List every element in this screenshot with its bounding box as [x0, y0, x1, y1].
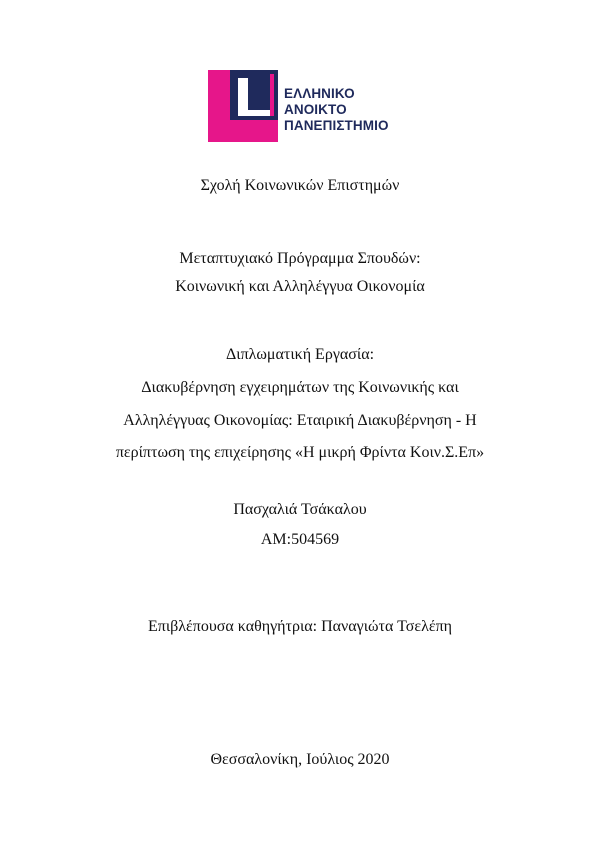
place-date: Θεσσαλονίκη, Ιούλιος 2020: [210, 751, 390, 768]
thesis-title-line-1: Διακυβέρνηση εγχειρημάτων της Κοινωνικής και: [141, 379, 459, 396]
university-logo-text: [284, 86, 389, 134]
author-id: ΑΜ:504569: [260, 531, 340, 548]
thesis-title-line-3: περίπτωση της επιχείρησης «Η μικρή Φρίντα Κοιν.Σ.Επ»: [115, 444, 485, 461]
logo-text-line-1: ΕΛΛΗΝΙΚΟ: [284, 86, 355, 101]
program-line-1: Μεταπτυχιακό Πρόγραμμα Σπουδών:: [179, 250, 421, 267]
thesis-title-line-2: Αλληλέγγυας Οικονομίας: Εταιρική Διακυβέρνηση - Η: [123, 412, 477, 429]
logo-text-line-2: ΑΝΟΙΚΤΟ: [284, 102, 347, 117]
logo-text-line-3: ΠΑΝΕΠΙΣΤΗΜΙΟ: [284, 118, 389, 133]
author-name: Πασχαλιά Τσάκαλου: [233, 501, 367, 518]
program-line-2: Κοινωνική και Αλληλέγγυα Οικονομία: [175, 278, 425, 295]
university-logo-mark-icon: [208, 70, 278, 142]
supervisor: Επιβλέπουσα καθηγήτρια: Παναγιώτα Τσελέπη: [147, 618, 453, 635]
school-name: Σχολή Κοινωνικών Επιστημών: [200, 177, 400, 194]
thesis-label: Διπλωματική Εργασία:: [225, 346, 375, 363]
university-logo: [208, 70, 398, 144]
